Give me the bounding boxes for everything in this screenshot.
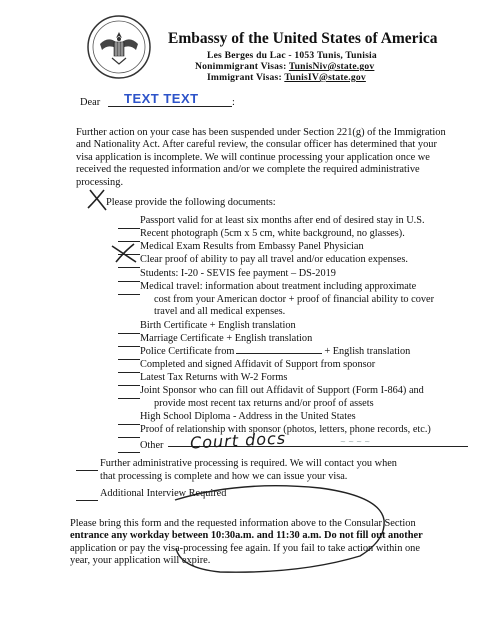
- checkbox-blank[interactable]: [118, 385, 140, 386]
- x-mark-heading: [90, 190, 106, 210]
- doc-line: + English translation: [324, 346, 411, 357]
- embassy-seal-icon: [86, 14, 152, 80]
- doc-medical-travel: [140, 281, 434, 319]
- doc-affidavit: Completed and signed Affidavit of Support from sponsor: [140, 359, 376, 370]
- intro-line: processing.: [76, 176, 124, 188]
- doc-line: Joint Sponsor who can fill out Affidavit of Support (Form I-864) and: [140, 385, 424, 396]
- checkbox-blank[interactable]: [76, 470, 98, 471]
- doc-line: travel and all medical expenses.: [154, 306, 286, 317]
- checkbox-blank[interactable]: [118, 359, 140, 360]
- checkbox-blank[interactable]: [118, 254, 140, 255]
- doc-other: Other: [140, 440, 164, 451]
- iv-contact: [207, 72, 492, 83]
- intro-line: visa application is incomplete. We will continue processing your application once we: [76, 151, 430, 163]
- checkbox-blank[interactable]: [118, 241, 140, 242]
- doc-line: Medical travel: information about treatment including approximate: [140, 281, 417, 292]
- other-handwritten-note: Court docs: [189, 428, 287, 453]
- closing-line: Please bring this form and the requested information above to the Consular Section: [70, 518, 416, 529]
- doc-high-school-diploma: High School Diploma - Address in the United States: [140, 411, 356, 422]
- doc-joint-sponsor: [140, 385, 424, 410]
- x-mark-medical: [116, 244, 134, 262]
- doc-relationship-proof: Proof of relationship with sponsor (photos, letters, phone records, etc.): [140, 424, 431, 435]
- doc-line: cost from your American doctor + proof of financial ability to cover: [154, 293, 435, 305]
- checkbox-blank[interactable]: [118, 267, 140, 268]
- further-line: Further administrative processing is required. We will contact you when: [100, 458, 397, 469]
- closing-line: entrance any workday between 10:30a.m. and 11:30 a.m. Do not fill out another: [70, 530, 423, 542]
- dear-underline: [108, 106, 232, 107]
- checkbox-blank[interactable]: [118, 228, 140, 229]
- doc-medical-exam: Medical Exam Results from Embassy Panel Physician: [140, 241, 364, 252]
- x-mark-heading: [88, 190, 104, 208]
- iv-label: Immigrant Visas:: [207, 72, 285, 83]
- iv-email-link[interactable]: TunisIV@state.gov: [284, 72, 366, 83]
- doc-passport: Passport valid for at least six months after end of desired stay in U.S.: [140, 215, 425, 226]
- niv-label: Nonimmigrant Visas:: [195, 61, 289, 72]
- police-country-blank[interactable]: [236, 353, 322, 354]
- doc-birth-certificate: Birth Certificate + English translation: [140, 320, 296, 331]
- niv-email-link[interactable]: TunisNiv@state.gov: [288, 61, 375, 72]
- intro-line: received the requested information and/or we complete the required administrative: [76, 164, 420, 176]
- niv-contact: [195, 61, 492, 72]
- checkbox-blank[interactable]: [118, 372, 140, 373]
- checkbox-blank[interactable]: [118, 346, 140, 347]
- checkbox-blank[interactable]: [118, 333, 140, 334]
- doc-tax-returns: Latest Tax Returns with W-2 Forms: [140, 372, 288, 383]
- embassy-title: Embassy of the United States of America: [168, 30, 438, 47]
- doc-marriage-certificate: Marriage Certificate + English translation: [140, 333, 313, 344]
- doc-police-certificate: [140, 346, 410, 359]
- doc-students: Students: I-20 - SEVIS fee payment – DS-2019: [140, 268, 336, 279]
- doc-financial-proof: Clear proof of ability to pay all travel and/or education expenses.: [140, 254, 408, 265]
- doc-line: Police Certificate from: [140, 346, 235, 357]
- doc-line: provide most recent tax returns and/or proof of assets: [154, 397, 374, 409]
- intro-line: and Nationality Act. After careful review, the consular officer has determined that your: [76, 139, 437, 151]
- dear-label: Dear: [80, 97, 101, 108]
- embassy-address: Les Berges du Lac - 1053 Tunis, Tunisia: [207, 50, 377, 61]
- further-line: that processing is complete and how we can issue your visa.: [100, 470, 348, 482]
- additional-interview: Additional Interview Required: [100, 488, 227, 499]
- checkbox-blank[interactable]: [118, 437, 140, 438]
- closing-line: year, your application will expire.: [70, 555, 211, 567]
- further-processing: [100, 458, 397, 483]
- intro-paragraph: [76, 127, 466, 189]
- checkbox-blank[interactable]: [118, 281, 140, 282]
- doc-photo: Recent photograph (5cm x 5 cm, white background, no glasses).: [140, 228, 405, 239]
- closing-paragraph: [70, 518, 470, 568]
- name-stamp: TEXT TEXT: [124, 91, 199, 106]
- checkbox-blank[interactable]: [118, 424, 140, 425]
- dear-colon: :: [232, 97, 235, 108]
- faint-scribble: ~ ~ ~ ~: [340, 438, 371, 446]
- documents-heading: Please provide the following documents:: [106, 197, 276, 208]
- closing-line: application or pay the visa-processing fee again. If you fail to take action within one: [70, 542, 420, 554]
- checkbox-blank[interactable]: [118, 398, 140, 399]
- intro-line: Further action on your case has been suspended under Section 221(g) of the Immigration: [76, 127, 446, 138]
- checkbox-blank[interactable]: [76, 500, 98, 501]
- checkbox-blank[interactable]: [118, 294, 140, 295]
- checkbox-blank[interactable]: [118, 452, 140, 453]
